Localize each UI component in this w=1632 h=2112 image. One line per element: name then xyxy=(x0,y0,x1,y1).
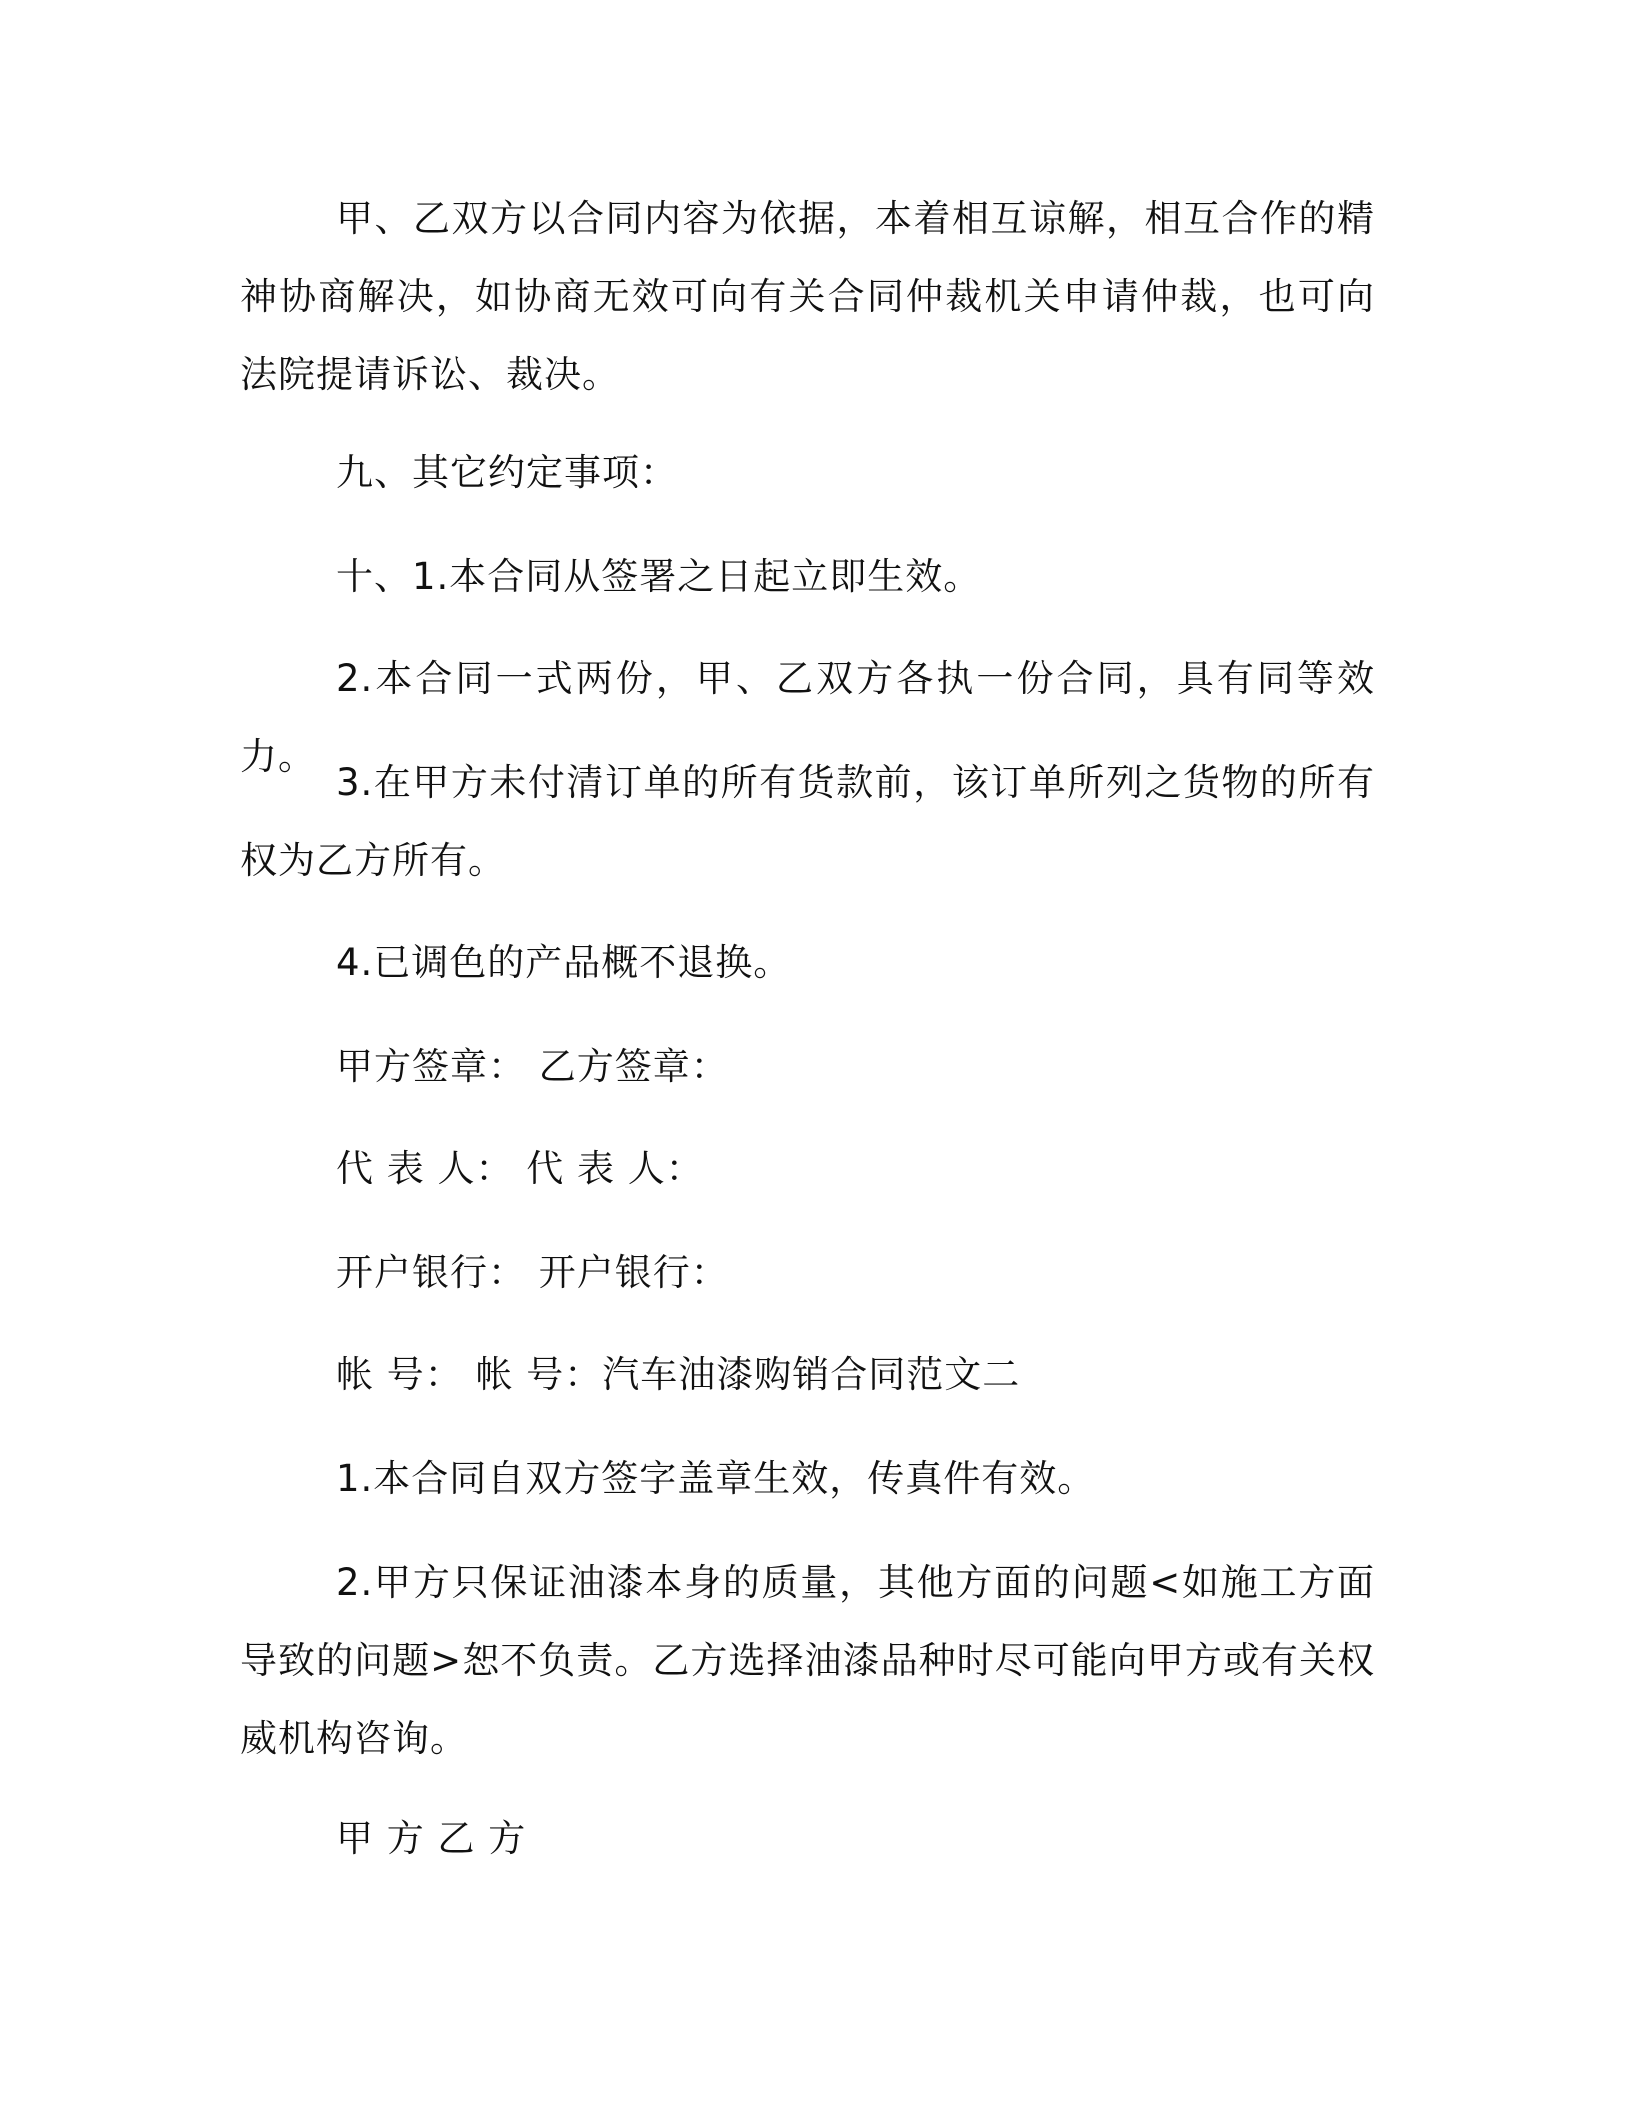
account-line: 帐 号： 帐 号：汽车油漆购销合同范文二 xyxy=(336,1353,1021,1396)
representative-line: 代 表 人： 代 表 人： xyxy=(336,1147,704,1190)
paragraph-item-3: 3.在甲方未付清订单的所有货款前，该订单所列之货物的所有权为乙方所有。 xyxy=(240,761,1375,882)
paragraph-section-ten-item-1: 十、1.本合同从签署之日起立即生效。 xyxy=(336,555,982,598)
paragraph-item-4: 4.已调色的产品概不退换。 xyxy=(336,941,792,984)
paragraph-quality-clause: 2.甲方只保证油漆本身的质量，其他方面的问题<如施工方面导致的问题>恕不负责。乙方选择油漆品种时尽可能向甲方或有关权威机构咨询。 xyxy=(240,1561,1375,1760)
bank-line: 开户银行： 开户银行： xyxy=(336,1251,729,1294)
paragraph-item-2: 2.本合同一式两份，甲、乙双方各执一份合同，具有同等效力。 xyxy=(240,657,1375,778)
paragraph-section-nine: 九、其它约定事项： xyxy=(336,451,678,494)
signature-line: 甲方签章： 乙方签章： xyxy=(336,1045,729,1088)
paragraph-contract-effective: 1.本合同自双方签字盖章生效，传真件有效。 xyxy=(336,1457,1096,1500)
paragraph-dispute-resolution: 甲、乙双方以合同内容为依据，本着相互谅解，相互合作的精神协商解决，如协商无效可向有关合同仲裁机关申请仲裁，也可向法院提请诉讼、裁决。 xyxy=(240,197,1375,396)
parties-line: 甲 方 乙 方 xyxy=(336,1817,527,1860)
